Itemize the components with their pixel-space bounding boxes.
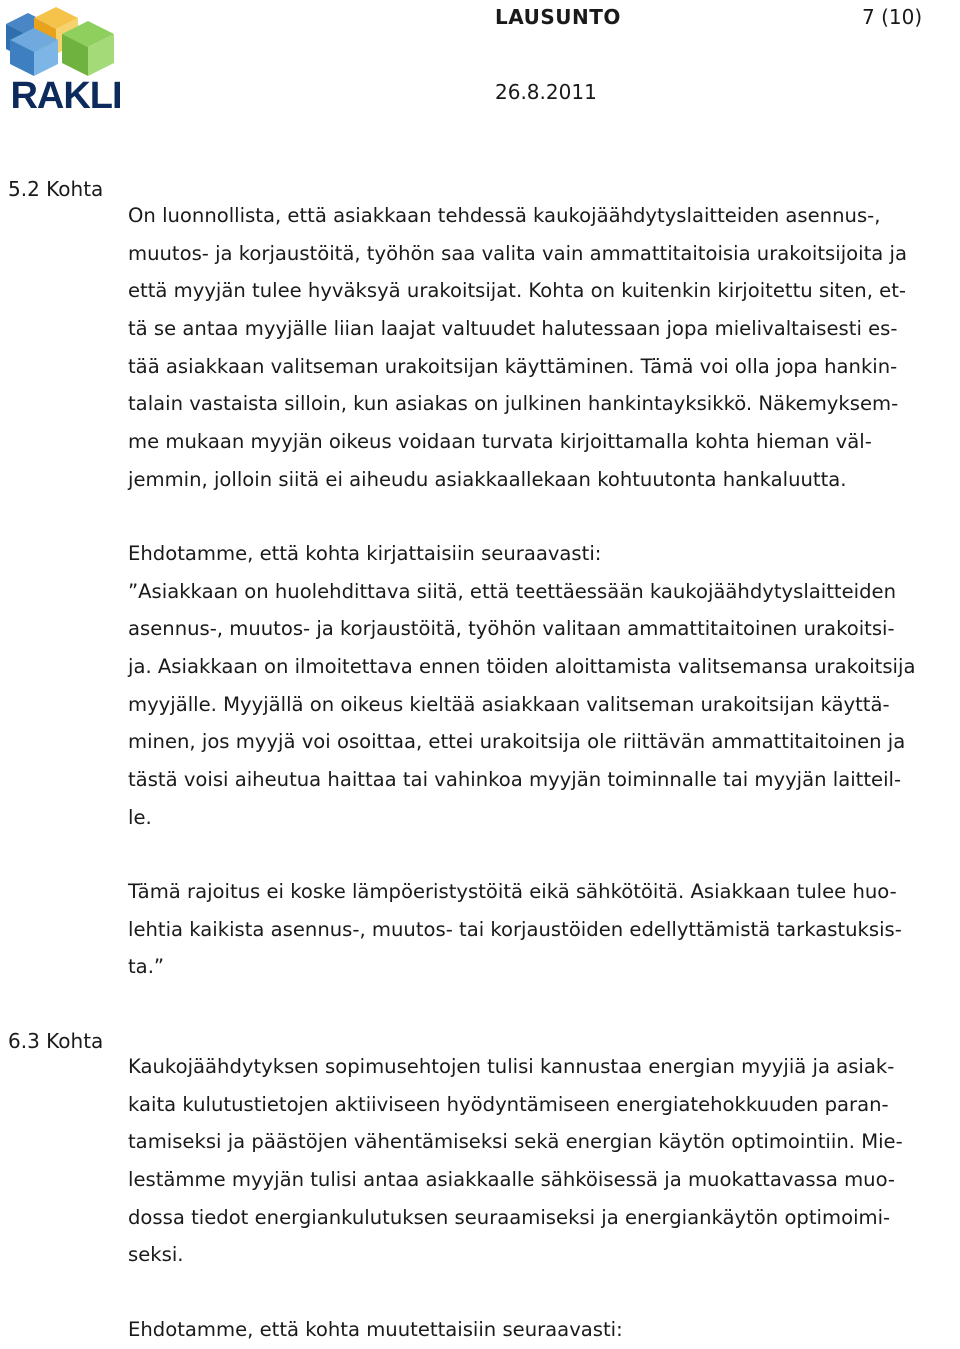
- text-line: seksi.: [128, 1243, 184, 1267]
- text-line: kaita kulutustietojen aktiiviseen hyödyntämiseen energiatehokkuuden paran-: [128, 1092, 889, 1116]
- document-date: 26.8.2011: [495, 80, 597, 104]
- paragraph: [128, 535, 960, 837]
- text-line: muutos- ja korjaustöitä, työhön saa valita vain ammattitaitoisia urakoitsijoita ja: [128, 241, 907, 265]
- paragraph: [128, 873, 960, 986]
- logo-text: RAKLI: [10, 75, 122, 112]
- text-line: tästä voisi aiheutua haittaa tai vahinkoa myyjän toiminnalle tai myyjän laitteil-: [128, 768, 902, 792]
- section-heading: 6.3 Kohta: [8, 1029, 104, 1053]
- text-line: talain vastaista silloin, kun asiakas on julkinen hankintayksikkö. Näkemyksem-: [128, 392, 899, 416]
- text-line: Ehdotamme, että kohta kirjattaisiin seuraavasti:: [128, 542, 602, 565]
- text-line: me mukaan myyjän oikeus voidaan turvata kirjoittamalla kohta hieman väl-: [128, 430, 872, 454]
- page-number: 7 (10): [862, 5, 923, 29]
- text-line: minen, jos myyjä voi osoittaa, ettei urakoitsija ole riittävän ammattitaitoinen ja: [128, 730, 906, 754]
- paragraph: [128, 1311, 960, 1349]
- text-line: että myyjän tulee hyväksyä urakoitsijat. Kohta on kuitenkin kirjoitettu siten, et-: [128, 279, 906, 303]
- text-line: lehtia kaikista asennus-, muutos- tai korjaustöiden edellyttämistä tarkastuksis-: [128, 917, 902, 941]
- text-line: tamiseksi ja päästöjen vähentämiseksi sekä energian käytön optimointiin. Mie-: [128, 1130, 903, 1154]
- text-line: Ehdotamme, että kohta muutettaisiin seuraavasti:: [128, 1318, 623, 1341]
- paragraph: [128, 1048, 960, 1274]
- document-type: LAUSUNTO: [495, 5, 621, 29]
- text-line: dossa tiedot energiankulutuksen seuraamiseksi ja energiankäytön optimoimi-: [128, 1205, 891, 1229]
- text-line: Tämä rajoitus ei koske lämpöeristystöitä eikä sähkötöitä. Asiakkaan tulee huo-: [128, 880, 897, 903]
- text-line: lestämme myyjän tulisi antaa asiakkaalle sähköisessä ja muokattavassa muo-: [128, 1168, 896, 1192]
- text-line: ja. Asiakkaan on ilmoitettava ennen töiden aloittamista valitsemansa urakoitsija: [128, 655, 916, 679]
- text-line: ”Asiakkaan on huolehdittava siitä, että teettäessään kaukojäähdytyslaitteiden: [128, 579, 897, 603]
- text-line: Kaukojäähdytyksen sopimusehtojen tulisi kannustaa energian myyjiä ja asiak-: [128, 1055, 895, 1078]
- text-line: tää asiakkaan valitseman urakoitsijan käyttäminen. Tämä voi olla jopa hankin-: [128, 354, 898, 378]
- rakli-logo: [4, 4, 128, 112]
- text-line: jemmin, jolloin siitä ei aiheudu asiakkaallekaan kohtuutonta hankaluutta.: [128, 467, 847, 491]
- text-line: On luonnollista, että asiakkaan tehdessä kaukojäähdytyslaitteiden asennus-,: [128, 204, 881, 227]
- text-line: asennus-, muutos- ja korjaustöitä, työhön valitaan ammattitaitoinen urakoitsi-: [128, 617, 895, 641]
- text-line: ta.”: [128, 955, 165, 979]
- text-line: tä se antaa myyjälle liian laajat valtuudet halutessaan jopa mielivaltaisesti es-: [128, 317, 898, 341]
- paragraph: [128, 197, 960, 499]
- text-line: le.: [128, 805, 152, 829]
- section-heading: 5.2 Kohta: [8, 177, 104, 201]
- text-line: myyjälle. Myyjällä on oikeus kieltää asiakkaan valitseman urakoitsijan käyttä-: [128, 692, 890, 716]
